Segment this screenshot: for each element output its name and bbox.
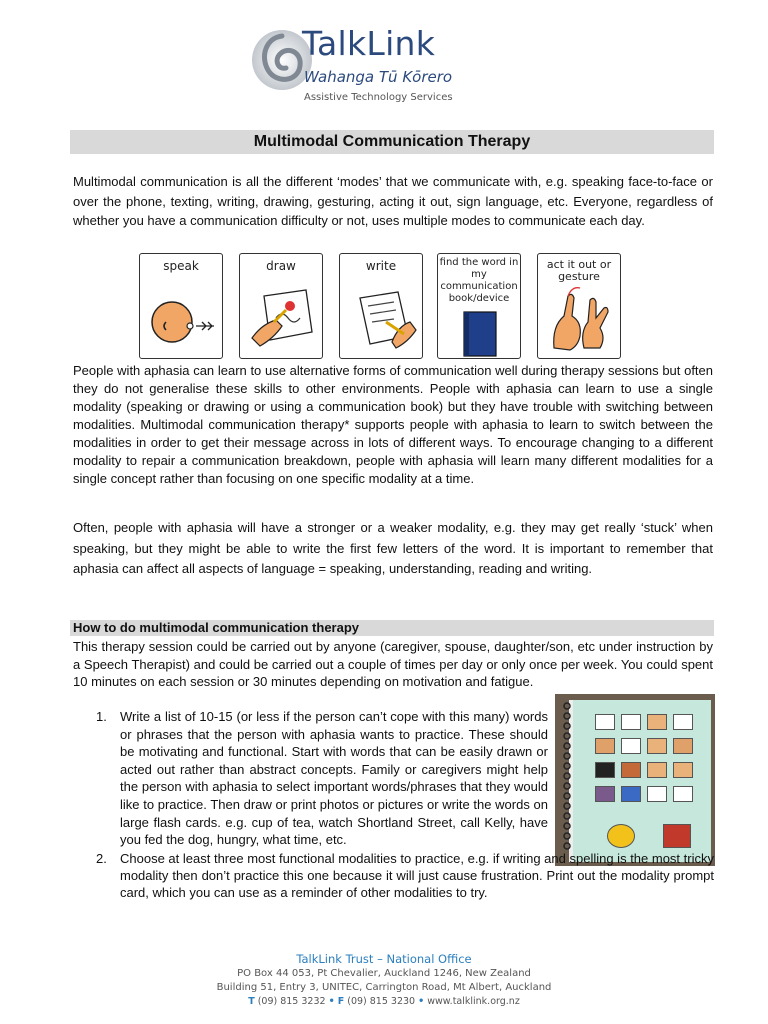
footer-org: TalkLink Trust – National Office [296, 952, 472, 966]
card-label: speak [163, 259, 199, 273]
gesture-hands-icon [544, 282, 616, 354]
section-heading: How to do multimodal communication therapy [73, 620, 360, 635]
drawing-hand-icon [246, 282, 318, 354]
website-link[interactable]: www.talklink.org.nz [427, 996, 520, 1007]
footer-address-1: PO Box 44 053, Pt Chevalier, Auckland 1246, New Zealand [237, 968, 531, 979]
list-item [96, 708, 548, 849]
list-item [96, 850, 714, 902]
list-text: Choose at least three most functional modalities to practice, e.g. if writing and spelling is the most tricky modality then don’t practice this one because it will just cause frustration. Print out the modality prompt card, which you can use as a reminder of other modalities to try. [120, 850, 714, 901]
footer-address-2: Building 51, Entry 3, UNITEC, Carrington Road, Mt Albert, Auckland [216, 982, 552, 993]
card-speak [139, 253, 223, 359]
card-book [437, 253, 521, 359]
list-number: 2. [96, 850, 107, 866]
aphasia-paragraph: People with aphasia can learn to use alternative forms of communication well during therapy sessions but often they do not generalise these skills to other environments. People with aphasia can learn to use a single modality (speaking or drawing or using a communication book) but they have trouble with switching between modalities. Multimodal communication therapy* supports people with aphasia to learn to switch between the modalities in order to get their message across in lots of different ways. To encourage changing to a different modality to repair a communication breakdown, people with aphasia will learn many different modalities for a single concept rather than focusing on one specific modality at a time. [73, 363, 713, 486]
phone-number: (09) 815 3232 [257, 996, 326, 1007]
list-text: Write a list of 10-15 (or less if the person can’t cope with this many) words or phrases that the person with aphasia wants to practice. These should be motivating and functional. Start with words that can be easily drawn or acted out rather than abstract concepts. Family or caregivers might help the person with aphasia to select important words/phrases that they would like to practice. Then draw or print photos or pictures or write the words on large flash cards. e.g. cup of tea, watch Shortland Street, call Kelly, have you fed the dog, hungry, what time, etc. [120, 709, 548, 848]
logo-tagline: Assistive Technology Services [304, 92, 453, 103]
modality-paragraph: Often, people with aphasia will have a stronger or a weaker modality, e.g. they may get really ‘stuck’ when speaking, but they might be able to write the first few letters of the word. It is important to remember that aphasia can affect all aspects of language = speaking, understanding, reading and writing. [73, 520, 713, 576]
card-label: find the word in my communication book/device [439, 257, 519, 304]
footer-contact [0, 995, 768, 1009]
modality-cards [139, 253, 623, 361]
writing-hand-icon [346, 282, 418, 354]
subheading-band [70, 620, 714, 636]
card-write [339, 253, 423, 359]
intro-paragraph: Multimodal communication is all the different ‘modes’ that we communicate with, e.g. speaking face-to-face or over the phone, texting, writing, drawing, gesturing, acting it out, sign language, etc. Everyone, regardless of whether you have a communication difficulty or not, uses multiple modes to communicate each day. [73, 174, 713, 228]
fax-number: (09) 815 3230 [347, 996, 416, 1007]
card-label: write [365, 259, 397, 273]
logo-name: TalkLink [302, 24, 436, 63]
card-label: act it out or gesture [546, 258, 612, 283]
list-number: 1. [96, 709, 107, 724]
card-label: draw [266, 259, 296, 273]
title-band [70, 130, 714, 154]
logo-subtitle: Wahanga Tū Kōrero [304, 68, 453, 86]
separator-dot: • [418, 996, 425, 1007]
talklink-logo [250, 14, 472, 110]
phone-label: T [248, 996, 255, 1007]
fax-label: F [337, 996, 345, 1007]
separator-dot: • [328, 996, 335, 1007]
footer [0, 952, 768, 1009]
speaking-face-icon [146, 282, 218, 354]
communication-book-icon [444, 310, 516, 358]
page-title: Multimodal Communication Therapy [253, 133, 531, 150]
card-draw [239, 253, 323, 359]
card-gesture [537, 253, 621, 359]
steps-list [96, 708, 714, 902]
session-paragraph: This therapy session could be carried out by anyone (caregiver, spouse, daughter/son, etc under instruction by a Speech Therapist) and could be carried out a couple of times per day or only once per week. You could spent 10 minutes on each session or 30 minutes depending on motivation and fatigue. [73, 639, 713, 689]
